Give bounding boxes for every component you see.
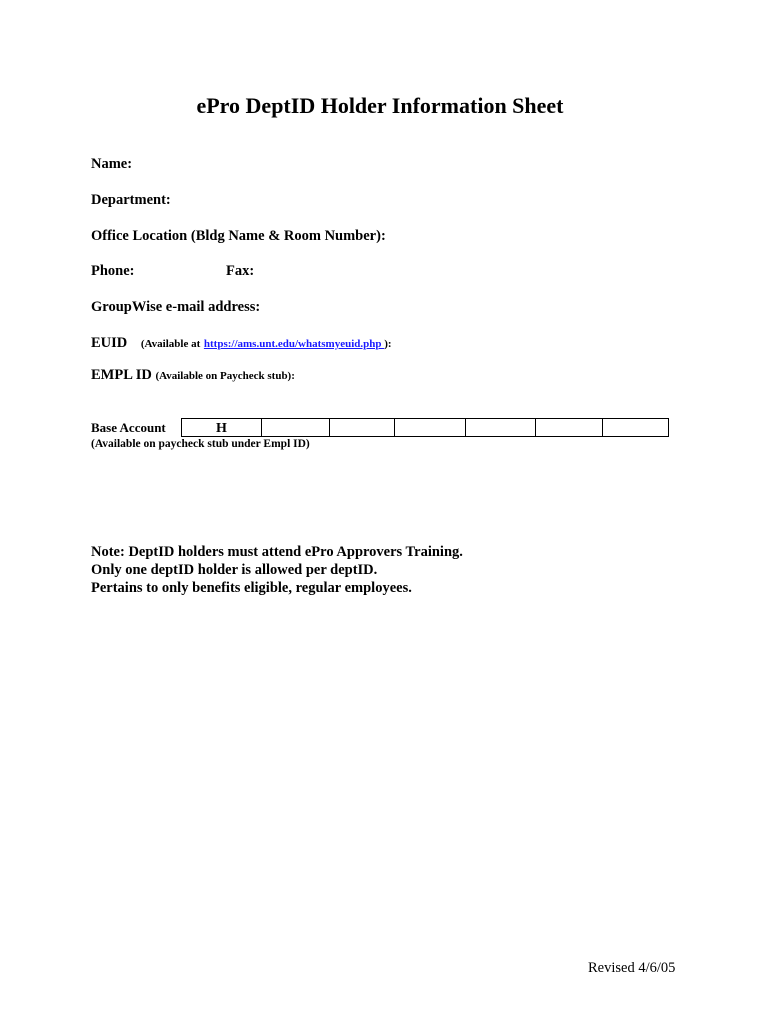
base-account-cell[interactable]: H (182, 419, 262, 436)
base-account-cell[interactable] (262, 419, 330, 436)
office-location-label: Office Location (Bldg Name & Room Number): (91, 228, 386, 244)
empl-id-label: EMPL ID (91, 367, 152, 383)
base-account-grid[interactable] (181, 418, 669, 437)
base-account-cell[interactable] (536, 419, 603, 436)
fax-label: Fax: (226, 263, 255, 279)
note-line: Pertains to only benefits eligible, regular employees. (91, 580, 412, 596)
euid-note-suffix: ): (384, 338, 392, 350)
name-label: Name: (91, 156, 133, 172)
base-account-note: (Available on paycheck stub under Empl ID) (91, 438, 310, 450)
page-title: ePro DeptID Holder Information Sheet (196, 93, 564, 118)
base-account-cell[interactable] (603, 419, 669, 436)
base-account-cell[interactable] (395, 419, 466, 436)
euid-row (91, 335, 392, 352)
euid-link[interactable]: https://ams.unt.edu/whatsmyeuid.php (203, 338, 385, 350)
euid-label: EUID (91, 335, 128, 351)
phone-label: Phone: (91, 263, 135, 279)
notes-block (91, 543, 463, 597)
department-label: Department: (91, 192, 171, 208)
euid-note-prefix: (Available at (140, 338, 201, 350)
groupwise-email-label: GroupWise e-mail address: (91, 299, 261, 315)
note-line: Only one deptID holder is allowed per deptID. (91, 562, 378, 578)
empl-id-note: (Available on Paycheck stub): (155, 370, 295, 382)
base-account-cell[interactable] (330, 419, 395, 436)
note-line: Note: DeptID holders must attend ePro Approvers Training. (91, 544, 463, 560)
revised-date: Revised 4/6/05 (588, 960, 676, 976)
empl-id-row (91, 367, 295, 384)
base-account-label: Base Account (91, 420, 166, 435)
base-account-cell[interactable] (466, 419, 536, 436)
